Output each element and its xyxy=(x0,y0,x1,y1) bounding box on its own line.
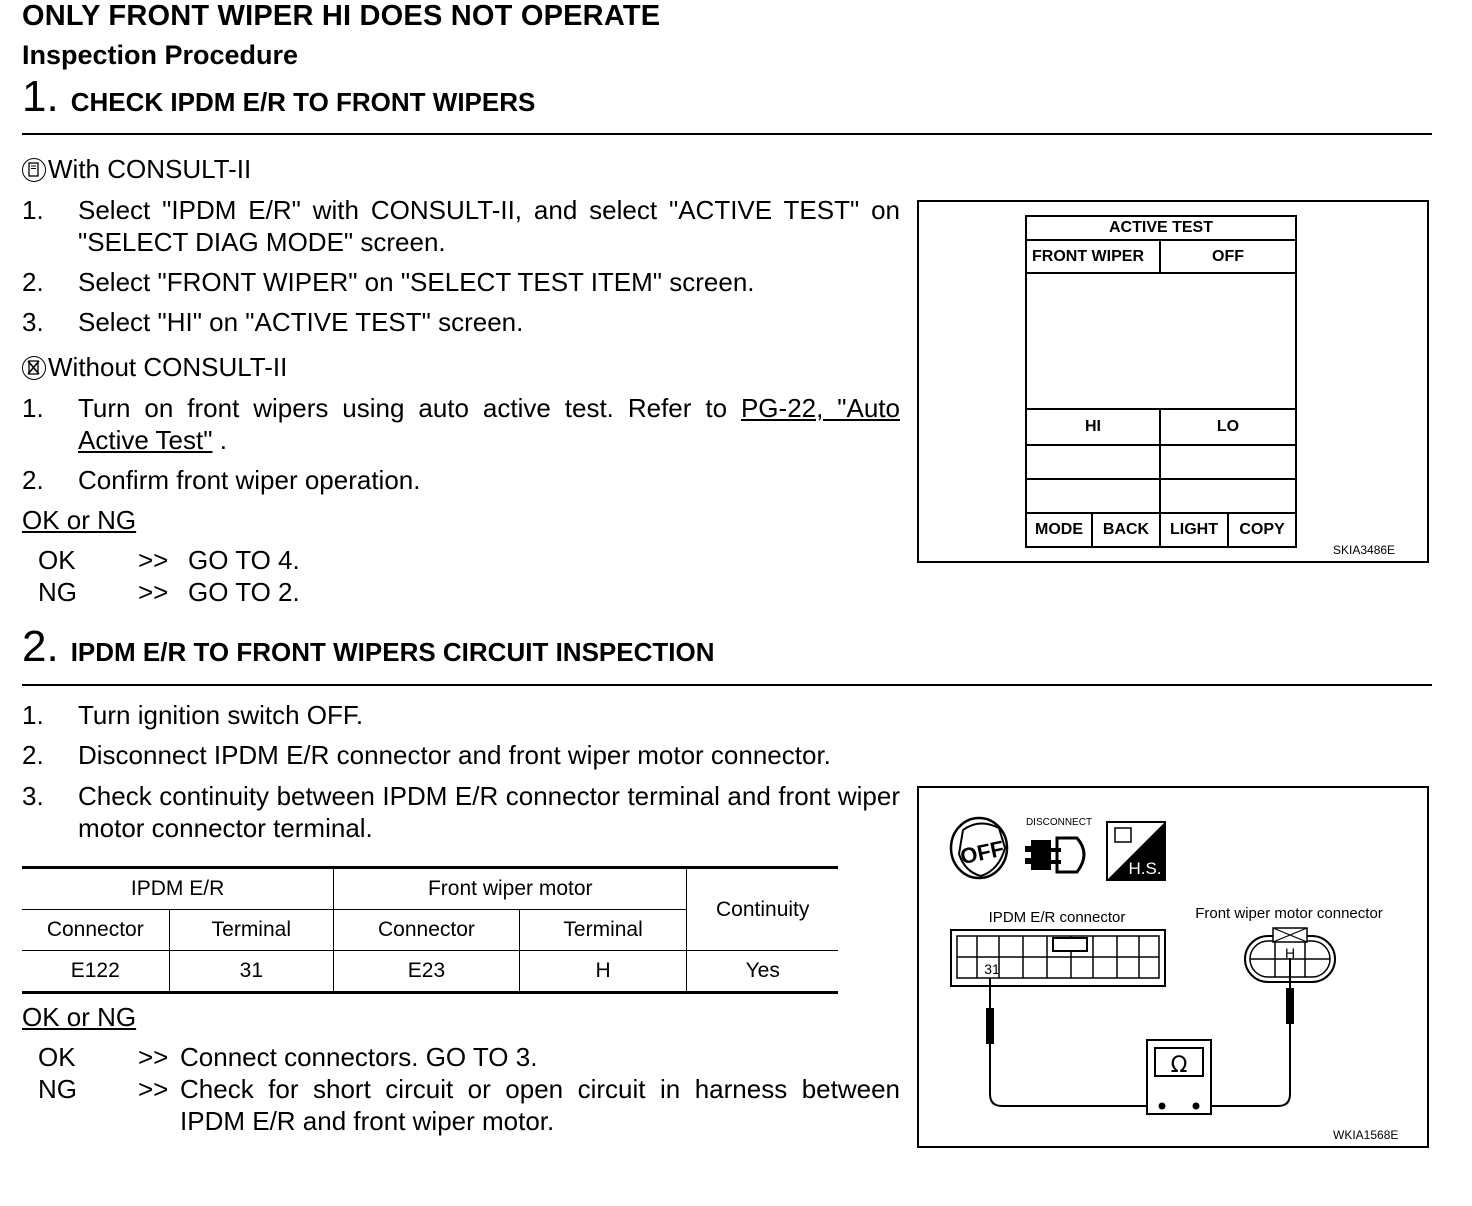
back-button: BACK xyxy=(1092,513,1160,547)
lo-button: LO xyxy=(1160,409,1296,445)
list-item: 1. Select "IPDM E/R" with CONSULT-II, and select "ACTIVE TEST" on "SELECT DIAG MODE" screen. xyxy=(22,195,900,257)
step2-ok-label: OK xyxy=(38,1042,76,1072)
consult-icon xyxy=(22,158,46,182)
with-consult-list xyxy=(22,194,900,346)
without-consult-label xyxy=(22,352,287,383)
ipdm-connector xyxy=(951,930,1165,986)
step2-ok-text: Connect connectors. GO TO 3. xyxy=(180,1042,538,1072)
ignition-off-icon xyxy=(951,818,1007,878)
active-test-screen xyxy=(1025,215,1297,548)
svg-text:H.S.: H.S. xyxy=(1128,859,1162,878)
disconnect-icon xyxy=(1025,817,1092,872)
step2-ok-ng-label: OK or NG xyxy=(22,1002,137,1032)
step1-ok-text: GO TO 4. xyxy=(188,545,300,575)
step2-ng-arrow: >> xyxy=(138,1074,169,1104)
continuity-table xyxy=(22,866,838,994)
consult-screen-figure xyxy=(917,200,1429,563)
screen-blank-area xyxy=(1026,273,1296,409)
list-item: 3. Select "HI" on "ACTIVE TEST" screen. xyxy=(22,307,524,337)
page-title: ONLY FRONT WIPER HI DOES NOT OPERATE xyxy=(22,0,661,32)
light-button: LIGHT xyxy=(1160,513,1228,547)
step1-ng-text: GO TO 2. xyxy=(188,577,300,607)
hi-blank-2 xyxy=(1026,479,1160,513)
copy-button: COPY xyxy=(1228,513,1296,547)
terminal-h-label: H xyxy=(1284,945,1296,961)
col-terminal: Terminal xyxy=(169,910,334,951)
lo-blank xyxy=(1160,445,1296,479)
circuit-figure xyxy=(917,786,1429,1148)
ipdm-header: IPDM E/R xyxy=(22,868,334,910)
motor-connector-label: Front wiper motor connector xyxy=(1195,905,1383,922)
figure1-code: SKIA3486E xyxy=(1333,543,1396,557)
harness-side-icon xyxy=(1107,822,1165,880)
motor-header: Front wiper motor xyxy=(334,868,687,910)
step2-title: IPDM E/R TO FRONT WIPERS CIRCUIT INSPECTION xyxy=(70,637,715,667)
step1-divider xyxy=(22,133,1432,135)
list-item: 3. Check continuity between IPDM E/R connector terminal and front wiper motor connector terminal. xyxy=(22,781,900,843)
step1-title: CHECK IPDM E/R TO FRONT WIPERS xyxy=(70,87,536,117)
list-item: 2. Disconnect IPDM E/R connector and front wiper motor connector. xyxy=(22,740,831,770)
ipdm-connector-label: IPDM E/R connector xyxy=(988,909,1126,926)
step2-ng-text: Check for short circuit or open circuit in harness between IPDM E/R and front wiper motor. xyxy=(180,1074,900,1136)
with-consult-label xyxy=(22,154,251,185)
terminal-31-label: 31 xyxy=(984,961,1000,977)
table-row: E122 31 E23 H Yes xyxy=(22,951,838,993)
continuity-header: Continuity xyxy=(687,868,838,951)
with-consult-text: With CONSULT-II xyxy=(48,154,252,184)
no-consult-icon xyxy=(22,356,46,380)
col-connector: Connector xyxy=(334,910,520,951)
step2-number: 2. xyxy=(22,622,59,671)
step1-number: 1. xyxy=(22,72,59,121)
step1-ok-arrow: >> xyxy=(138,545,169,575)
step1-ng-label: NG xyxy=(38,577,77,607)
list-item: 1. Turn on front wipers using auto active test. Refer to PG-22, "Auto Active Test" . xyxy=(22,393,900,455)
figure2-code: WKIA1568E xyxy=(1333,1128,1399,1142)
col-terminal: Terminal xyxy=(519,910,687,951)
step2-ng-label: NG xyxy=(38,1074,77,1104)
ohmmeter-icon xyxy=(1147,1040,1211,1114)
step2-list xyxy=(22,699,922,852)
without-consult-list xyxy=(22,392,900,504)
step2-heading xyxy=(22,622,714,672)
step1-heading xyxy=(22,72,535,122)
front-wiper-item: FRONT WIPER xyxy=(1026,240,1160,273)
hi-button: HI xyxy=(1026,409,1160,445)
hi-blank xyxy=(1026,445,1160,479)
list-item: 2. Select "FRONT WIPER" on "SELECT TEST ITEM" screen. xyxy=(22,267,755,297)
page-subtitle: Inspection Procedure xyxy=(22,40,299,70)
pg22-link[interactable]: PG-22, "Auto Active Test" xyxy=(78,393,900,455)
step2-ok-arrow: >> xyxy=(138,1042,169,1072)
svg-text:OFF: OFF xyxy=(957,835,1007,870)
lo-blank-2 xyxy=(1160,479,1296,513)
step1-ng-arrow: >> xyxy=(138,577,169,607)
step1-ok-ng-label: OK or NG xyxy=(22,505,137,535)
circuit-diagram xyxy=(919,788,1427,1146)
col-connector: Connector xyxy=(22,910,169,951)
svg-text:DISCONNECT: DISCONNECT xyxy=(1025,817,1093,828)
svg-text:Ω: Ω xyxy=(1170,1053,1188,1078)
mode-button: MODE xyxy=(1026,513,1092,547)
step1-ok-label: OK xyxy=(38,545,76,575)
front-wiper-value: OFF xyxy=(1160,240,1296,273)
list-item: 2. Confirm front wiper operation. xyxy=(22,465,421,495)
list-item: 1. Turn ignition switch OFF. xyxy=(22,700,364,730)
step2-divider xyxy=(22,684,1432,686)
active-test-header: ACTIVE TEST xyxy=(1026,216,1296,240)
without-consult-text: Without CONSULT-II xyxy=(48,352,288,382)
